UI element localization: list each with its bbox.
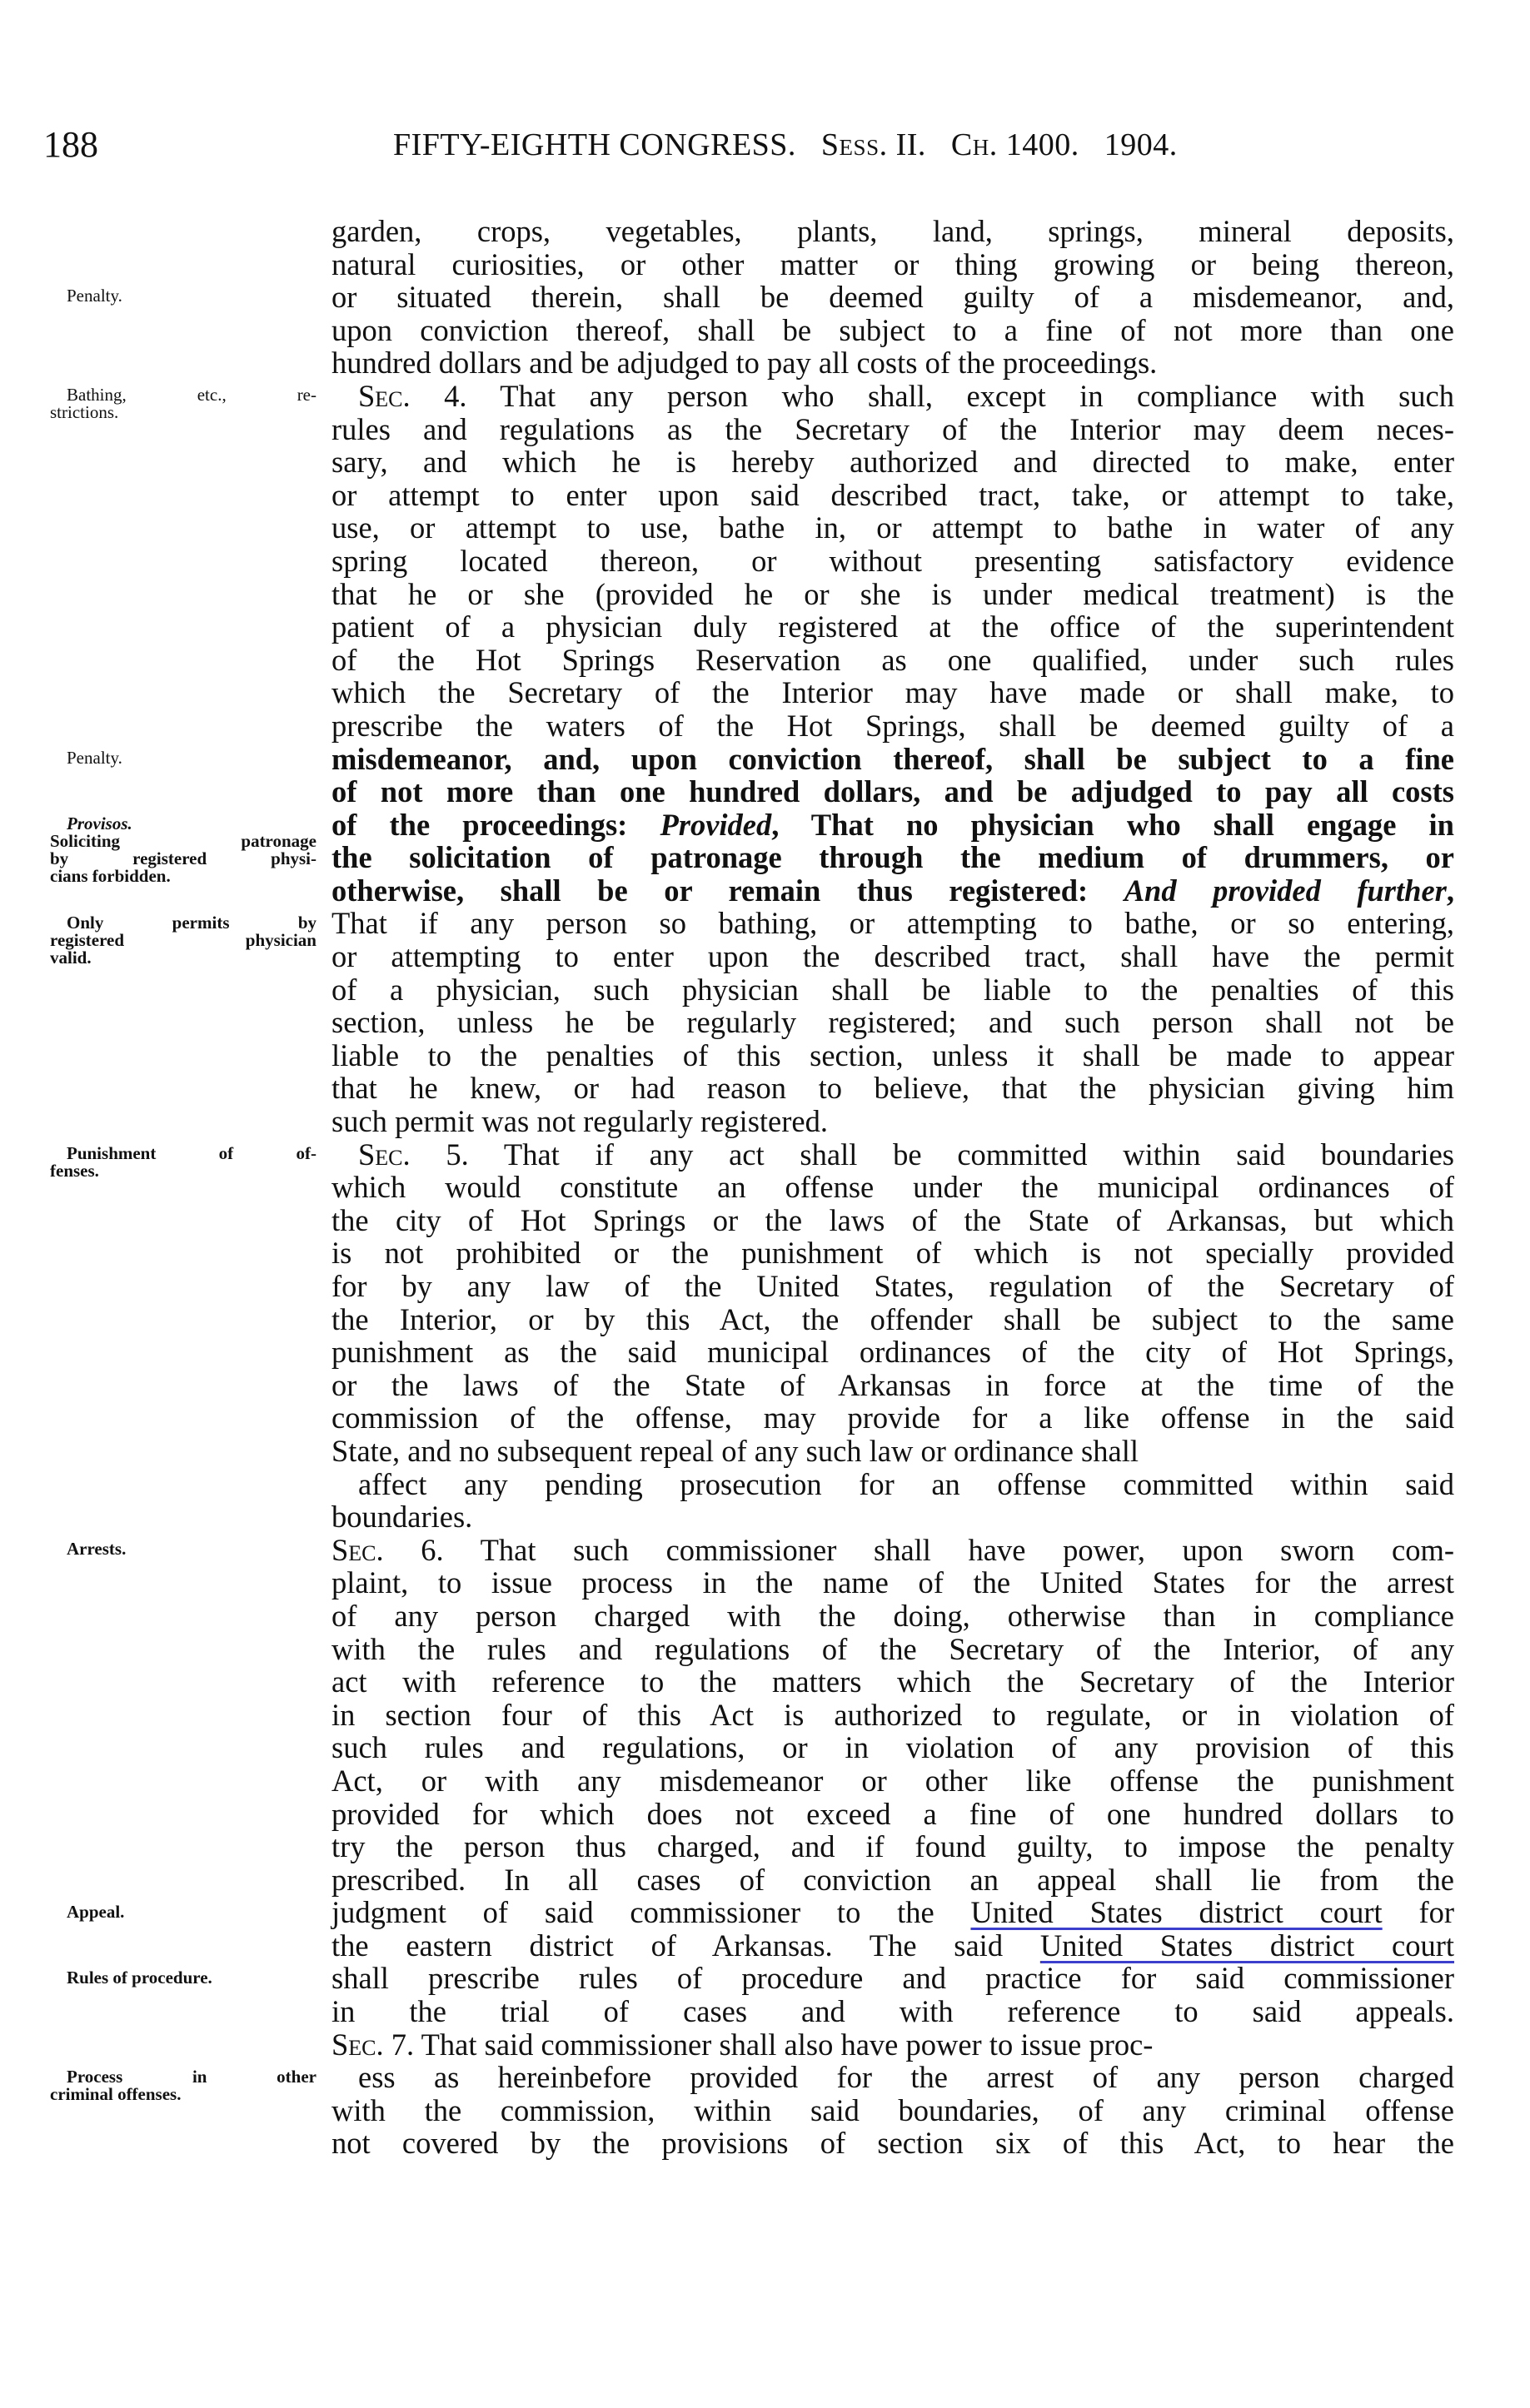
body-line: try the person thus charged, and if found guilty, to impose the penalty (331, 1829, 1454, 1864)
margin-note-line: Bathing, etc., re- (67, 385, 316, 405)
body-line: such rules and regulations, or in violation of any provision of this (331, 1730, 1454, 1765)
session-label: Sess. II. (820, 127, 926, 162)
margin-note-line: strictions. (50, 402, 119, 422)
body-line: or the laws of the State of Arkansas in force at the time of the (331, 1367, 1454, 1402)
body-line: act with reference to the matters which the Secretary of the Interior (331, 1664, 1454, 1699)
margin-note (50, 914, 316, 967)
body-line: in section four of this Act is authorized to regulate, or in violation of (331, 1697, 1454, 1732)
margin-note (50, 2068, 316, 2103)
margin-note-line: by registered physi- (50, 848, 316, 868)
margin-note (50, 1969, 316, 1987)
body-line: patient of a physician duly registered at the office of the superintendent (331, 609, 1454, 644)
body-line: commission of the offense, may provide for a like offense in the said (331, 1401, 1454, 1435)
body-line: use, or attempt to use, bathe in, or attempt to bathe in water of any (331, 510, 1454, 545)
district-court-link[interactable]: United States district court (970, 1895, 1383, 1930)
margin-note-line: registered physician (50, 929, 316, 950)
margin-note-line: Only permits by (67, 912, 316, 933)
body-line: plaint, to issue process in the name of the United States for the arrest (331, 1565, 1454, 1600)
body-line: Sec. 6. That such commissioner shall have power, upon sworn com- (331, 1532, 1454, 1567)
body-line: spring located thereon, or without presenting satisfactory evidence (331, 543, 1454, 578)
body-line: not covered by the provisions of section six of this Act, to hear the (331, 2126, 1454, 2161)
margin-note-line: fenses. (50, 1160, 99, 1181)
running-head-title (393, 127, 1178, 163)
margin-note-line: Process in other (67, 2066, 316, 2087)
margin-note-line: Soliciting patronage (50, 830, 316, 851)
body-line: Act, or with any misdemeanor or other like offense the punishment (331, 1763, 1454, 1798)
body-line: section, unless he be regularly registered; and such person shall not be (331, 1005, 1454, 1040)
running-header (0, 123, 1530, 165)
margin-note (50, 749, 316, 767)
body-line: liable to the penalties of this section, unless it shall be made to appear (331, 1037, 1454, 1072)
section-label: Sec. (331, 1532, 421, 1567)
body-line: the solicitation of patronage through the medium of drummers, or (331, 840, 1454, 875)
body-line: Sec. 5. That if any act shall be committed within said boundaries (358, 1137, 1454, 1172)
section-label: Sec. (358, 378, 445, 413)
body-line: misdemeanor, and, upon conviction thereof, shall be subject to a fine (331, 741, 1454, 776)
body-line: boundaries. (331, 1500, 473, 1535)
year-label: 1904. (1104, 127, 1178, 162)
margin-note (50, 1540, 316, 1558)
body-line: of the proceedings: Provided, That no physician who shall engage in (331, 807, 1454, 842)
body-line: such permit was not regularly registered. (331, 1104, 828, 1139)
italic-proviso: Provided (660, 807, 772, 842)
body-line: is not prohibited or the punishment of which is not specially provided (331, 1236, 1454, 1271)
margin-note-line: Provisos. (67, 813, 132, 833)
body-line: natural curiosities, or other matter or thing growing or being thereon, (331, 246, 1454, 281)
body-line: otherwise, shall be or remain thus registered: And provided further, (331, 873, 1454, 908)
margin-note (50, 1903, 316, 1921)
body-line: or attempting to enter upon the described tract, shall have the permit (331, 939, 1454, 974)
body-line: prescribe the waters of the Hot Springs, shall be deemed guilty of a (331, 708, 1454, 743)
margin-note-line: Penalty. (67, 286, 122, 306)
page-number: 188 (43, 124, 98, 165)
body-line: ess as hereinbefore provided for the arrest of any person charged (358, 2060, 1454, 2095)
margin-note-line: Rules of procedure. (67, 1967, 212, 1988)
body-line: which would constitute an offense under the municipal ordinances of (331, 1170, 1454, 1205)
statute-body-text (331, 215, 1454, 2160)
body-line: of not more than one hundred dollars, and be adjudged to pay all costs (331, 774, 1454, 809)
chapter-label: Ch. 1400. (950, 127, 1079, 162)
body-line: Sec. 7. That said commissioner shall also have power to issue proc- (331, 2027, 1154, 2062)
body-line: of the Hot Springs Reservation as one qualified, under such rules (331, 642, 1454, 677)
body-line: the Interior, or by this Act, the offender shall be subject to the same (331, 1301, 1454, 1336)
body-line: garden, crops, vegetables, plants, land, springs, mineral deposits, (331, 214, 1454, 248)
margin-note (50, 386, 316, 421)
district-court-link[interactable]: United States district court (1039, 1928, 1454, 1963)
body-line: prescribed. In all cases of conviction an appeal shall lie from the (331, 1862, 1454, 1897)
body-line: or situated therein, shall be deemed guilty of a misdemeanor, and, (331, 280, 1454, 315)
body-line: with the commission, within said boundaries, of any criminal offense (331, 2092, 1454, 2127)
margin-note (50, 287, 316, 305)
body-line: the eastern district of Arkansas. The said United States district court (331, 1928, 1454, 1963)
margin-note-line: valid. (50, 947, 92, 968)
body-line: in the trial of cases and with reference to said appeals. (331, 1994, 1454, 2029)
body-line: sary, and which he is hereby authorized and directed to make, enter (331, 445, 1454, 480)
body-line: of any person charged with the doing, otherwise than in compliance (331, 1598, 1454, 1633)
body-line: the city of Hot Springs or the laws of the State of Arkansas, but which (331, 1202, 1454, 1237)
section-label: Sec. (331, 2027, 391, 2062)
body-line: That if any person so bathing, or attempting to bathe, or so entering, (331, 906, 1454, 941)
body-line: rules and regulations as the Secretary of the Interior may deem neces- (331, 411, 1454, 446)
body-line: that he or she (provided he or she is under medical treatment) is the (331, 576, 1454, 611)
body-line: provided for which does not exceed a fine of one hundred dollars to (331, 1796, 1454, 1831)
margin-note-line: Appeal. (67, 1901, 125, 1922)
body-line: of a physician, such physician shall be liable to the penalties of this (331, 972, 1454, 1007)
body-line: State, and no subsequent repeal of any such law or ordinance shall (331, 1433, 1139, 1468)
margin-note-line: criminal offenses. (50, 2083, 182, 2104)
section-label: Sec. (358, 1137, 446, 1172)
margin-note-line: Punishment of of- (67, 1142, 316, 1163)
italic-proviso: And provided further (1124, 873, 1447, 908)
margin-note (50, 815, 316, 885)
body-line: affect any pending prosecution for an offense committed within said (358, 1466, 1454, 1501)
congress-label: FIFTY-EIGHTH CONGRESS. (393, 127, 796, 162)
margin-note-line: Penalty. (67, 747, 122, 768)
body-line: or attempt to enter upon said described tract, take, or attempt to take, (331, 477, 1454, 512)
body-line: that he knew, or had reason to believe, that the physician giving him (331, 1071, 1454, 1106)
body-line: judgment of said commissioner to the United States district court for (331, 1895, 1455, 1930)
margin-note-line: Arrests. (67, 1539, 127, 1559)
body-line: Sec. 4. That any person who shall, except in compliance with such (358, 378, 1454, 413)
body-line: which the Secretary of the Interior may have made or shall make, to (331, 675, 1454, 710)
body-line: shall prescribe rules of procedure and practice for said commissioner (331, 1961, 1454, 1996)
body-line: for by any law of the United States, regulation of the Secretary of (331, 1269, 1454, 1303)
body-line: hundred dollars and be adjudged to pay all costs of the proceedings. (331, 346, 1158, 381)
margin-note (50, 1142, 316, 1181)
margin-note-line: cians forbidden. (50, 865, 171, 886)
body-line: punishment as the said municipal ordinances of the city of Hot Springs, (331, 1335, 1454, 1370)
body-line: upon conviction thereof, shall be subject to a fine of not more than one (331, 312, 1454, 347)
body-line: with the rules and regulations of the Secretary of the Interior, of any (331, 1631, 1454, 1666)
